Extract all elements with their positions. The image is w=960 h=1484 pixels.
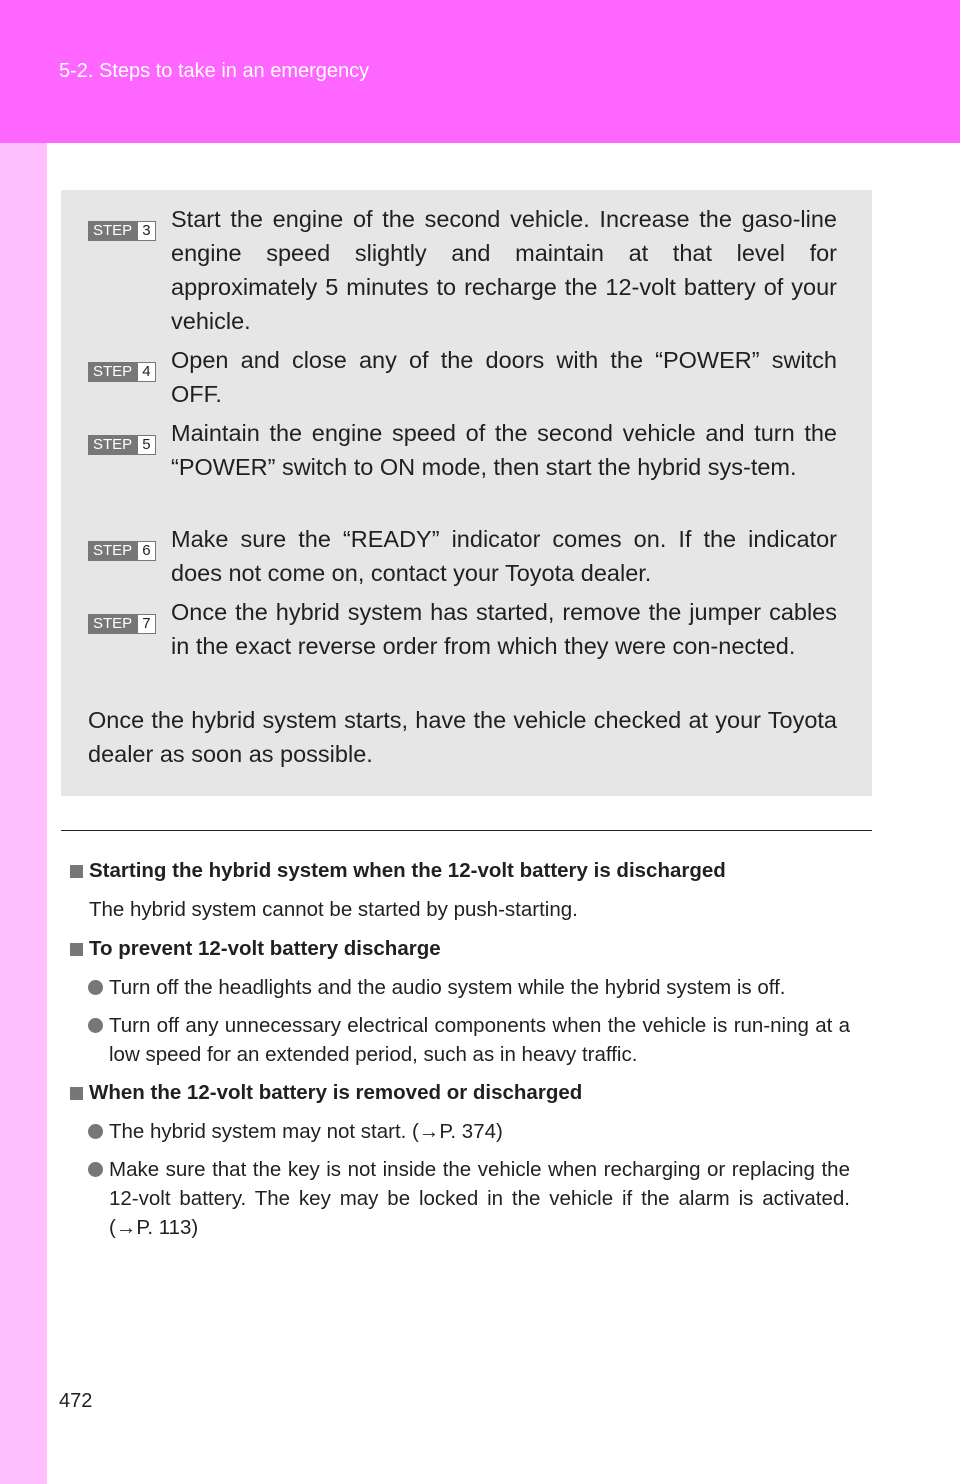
step-badge-label: STEP	[88, 614, 137, 634]
step-6	[88, 522, 837, 590]
step-text: Open and close any of the doors with the “POWER” switch OFF.	[171, 347, 837, 407]
step-text: Once the hybrid system has started, remove the jumper cables in the exact reverse order from which they were con-nected.	[171, 599, 837, 659]
step-7	[88, 595, 837, 663]
note-body: The hybrid system cannot be started by push-starting.	[89, 898, 578, 921]
step-badge	[88, 541, 156, 561]
section-header	[0, 0, 960, 143]
note-bullet-text: Turn off any unnecessary electrical components when the vehicle is run-ning at a low speed for an extended period, such as in heavy traffic.	[109, 1014, 850, 1066]
step-text: Maintain the engine speed of the second vehicle and turn the “POWER” switch to ON mode, then start the hybrid sys-tem.	[171, 420, 837, 480]
notes-section	[70, 856, 850, 1251]
square-bullet-icon	[70, 943, 83, 956]
square-bullet-icon	[70, 1087, 83, 1100]
step-badge	[88, 435, 156, 455]
note-bullet	[70, 973, 850, 1002]
step-text: Make sure the “READY” indicator comes on. If the indicator does not come on, contact your Toyota dealer.	[171, 526, 837, 586]
step-badge-number: 3	[137, 221, 155, 241]
square-bullet-icon	[70, 865, 83, 878]
step-badge-label: STEP	[88, 221, 137, 241]
note-bullet	[70, 1011, 850, 1069]
note-heading-text: When the 12-volt battery is removed or discharged	[89, 1081, 583, 1104]
note-bullet	[70, 1155, 850, 1242]
step-badge-label: STEP	[88, 435, 137, 455]
step-5	[88, 416, 837, 484]
note-heading-text: To prevent 12-volt battery discharge	[89, 937, 441, 960]
step-badge	[88, 614, 156, 634]
step-badge-label: STEP	[88, 541, 137, 561]
step-text: Start the engine of the second vehicle. Increase the gaso-line engine speed slightly and maintain at that level for approximately 5 minutes to recharge the 12-volt battery of your vehicle.	[171, 206, 837, 334]
step-badge-number: 5	[137, 435, 155, 455]
note-heading	[70, 934, 850, 964]
note-bullet-text: Make sure that the key is not inside the vehicle when recharging or replacing the 12-volt battery. The key may be locked in the vehicle if the alarm is activated. (→P. 113)	[109, 1158, 850, 1239]
note-bullet	[70, 1117, 850, 1146]
circle-bullet-icon	[88, 1124, 103, 1139]
page-number: 472	[59, 1390, 93, 1412]
circle-bullet-icon	[88, 980, 103, 995]
step-badge-number: 7	[137, 614, 155, 634]
note-bullet-text: Turn off the headlights and the audio system while the hybrid system is off.	[109, 976, 786, 999]
step-badge	[88, 221, 156, 241]
closing-paragraph: Once the hybrid system starts, have the vehicle checked at your Toyota dealer as soon as possible.	[88, 707, 837, 767]
circle-bullet-icon	[88, 1018, 103, 1033]
note-bullet-text: The hybrid system may not start. (→P. 374)	[109, 1120, 503, 1143]
step-badge	[88, 362, 156, 382]
step-badge-label: STEP	[88, 362, 137, 382]
note-heading	[70, 856, 850, 886]
circle-bullet-icon	[88, 1162, 103, 1177]
note-heading-text: Starting the hybrid system when the 12-volt battery is discharged	[89, 859, 726, 882]
note-heading	[70, 1078, 850, 1108]
divider	[61, 830, 872, 831]
section-title: 5-2. Steps to take in an emergency	[59, 60, 370, 82]
step-3	[88, 202, 837, 338]
step-4	[88, 343, 837, 411]
side-band	[0, 143, 47, 1484]
step-badge-number: 6	[137, 541, 155, 561]
step-badge-number: 4	[137, 362, 155, 382]
